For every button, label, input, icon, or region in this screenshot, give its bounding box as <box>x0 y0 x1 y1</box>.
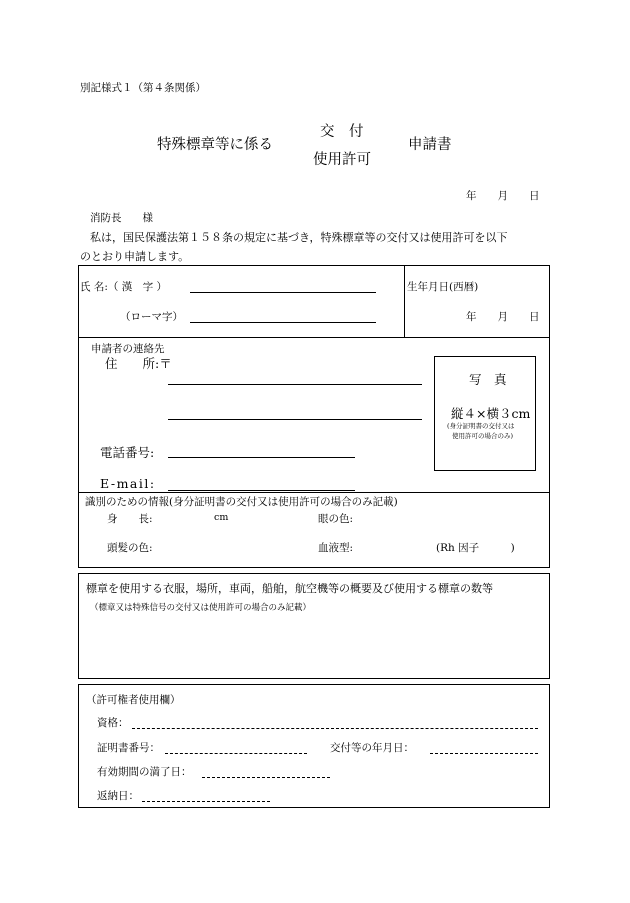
blood-type-label: 血液型: <box>318 542 354 554</box>
title-option-issue: 交 付 <box>320 124 364 140</box>
contact-heading: 申請者の連絡先 <box>91 343 165 355</box>
table-divider <box>78 492 550 493</box>
phone-label: 電話番号: <box>100 445 155 460</box>
expiry-date-label: 有効期間の満了日： <box>97 766 192 778</box>
photo-title: 写 真 <box>469 372 507 387</box>
phone-field[interactable] <box>168 457 355 458</box>
title-option-permit: 使用許可 <box>313 152 371 168</box>
name-roman-label: （ローマ字） <box>120 311 183 323</box>
rh-factor-label: (Rh 因子 ) <box>436 542 515 554</box>
certificate-number-field[interactable] <box>165 753 307 754</box>
table-divider <box>404 265 405 337</box>
qualification-field[interactable] <box>132 728 538 729</box>
application-date: 年 月 日 <box>466 190 540 202</box>
height-label: 身 長: <box>107 513 153 525</box>
birth-date-label: 生年月日(西暦) <box>407 281 479 293</box>
table-divider <box>78 337 550 338</box>
name-roman-field[interactable] <box>190 322 376 323</box>
name-kanji-field[interactable] <box>190 292 376 293</box>
certificate-number-label: 証明書番号： <box>97 742 160 754</box>
photo-note-line2: 使用許可の場合のみ) <box>452 432 514 440</box>
permit-heading: （許可権者使用欄） <box>86 694 181 706</box>
qualification-label: 資格： <box>97 717 129 729</box>
intro-text-line1: 私は，国民保護法第１５８条の規定に基づき，特殊標章等の交付又は使用許可を以下 <box>90 231 508 244</box>
title-suffix: 申請書 <box>408 137 452 153</box>
intro-text-line2: のとおり申請します。 <box>80 250 190 263</box>
address-label: 住 所:〒 <box>105 356 172 371</box>
height-unit: cm <box>214 512 229 523</box>
address-field-line2[interactable] <box>168 419 422 420</box>
identification-heading: 識別のための情報(身分証明書の交付又は使用許可の場合のみ記載) <box>85 496 398 508</box>
photo-note-line1: (身分証明書の交付又は <box>447 422 515 430</box>
hair-color-label: 頭髪の色: <box>107 542 153 554</box>
name-kanji-label: 氏 名:（ 漢 字 ） <box>80 281 168 293</box>
address-field-line1[interactable] <box>168 384 422 385</box>
email-label: E-mail: <box>100 476 156 491</box>
addressee: 消防長 様 <box>90 212 153 224</box>
issue-date-label: 交付等の年月日： <box>330 742 414 754</box>
email-field[interactable] <box>168 490 355 491</box>
expiry-date-field[interactable] <box>202 777 330 778</box>
return-date-label: 返納日： <box>97 790 139 802</box>
photo-size: 縦４×横３cm <box>451 406 531 421</box>
birth-date-value: 年 月 日 <box>466 311 540 323</box>
usage-heading: 標章を使用する衣服，場所，車両，船舶，航空機等の概要及び使用する標章の数等 <box>86 582 493 595</box>
title-prefix: 特殊標章等に係る <box>157 137 273 153</box>
return-date-field[interactable] <box>142 801 270 802</box>
usage-note: （標章又は特殊信号の交付又は使用許可の場合のみ記載） <box>90 603 312 613</box>
form-reference: 別記様式１（第４条関係） <box>80 82 206 94</box>
eye-color-label: 眼の色: <box>318 513 354 525</box>
issue-date-field[interactable] <box>430 753 538 754</box>
